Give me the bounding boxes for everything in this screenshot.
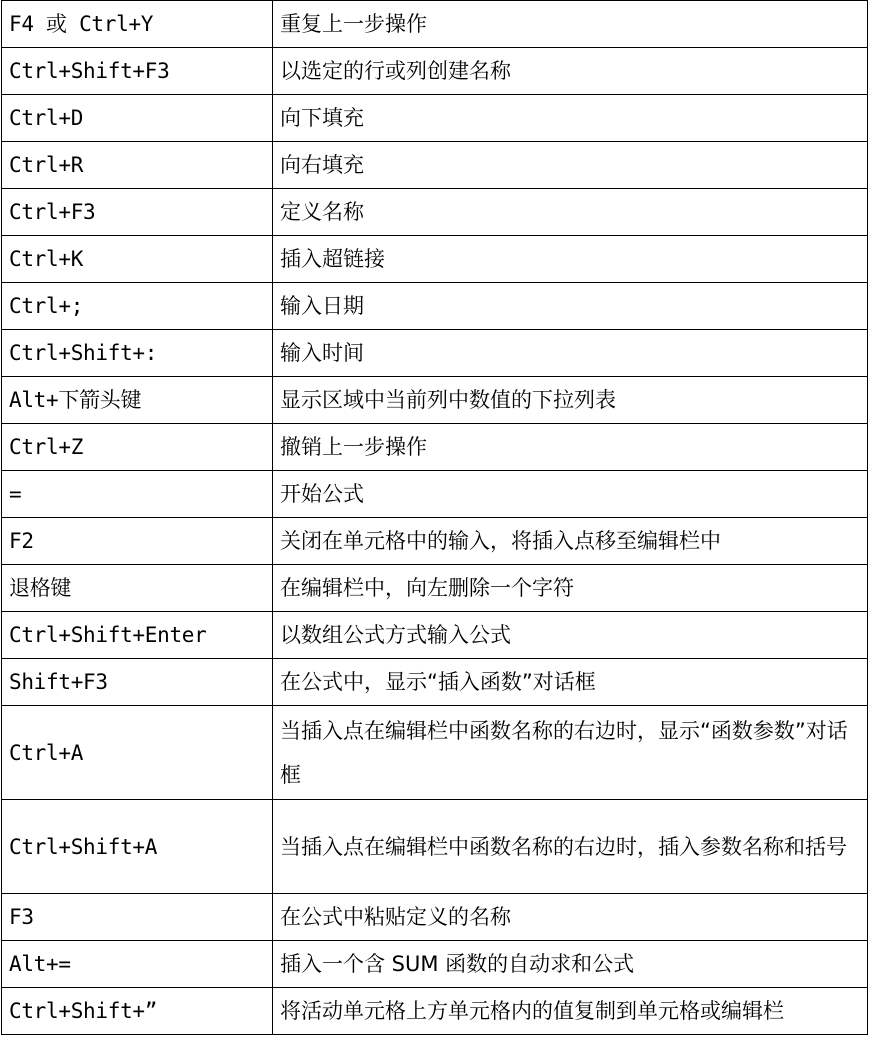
table-row <box>2 988 868 1035</box>
shortcut-key-cell: Ctrl+Shift+Enter <box>2 612 273 659</box>
shortcut-description-cell: 重复上一步操作 <box>273 1 868 48</box>
shortcut-key-cell: Ctrl+K <box>2 236 273 283</box>
table-row <box>2 283 868 330</box>
shortcut-table <box>1 0 868 1035</box>
table-row <box>2 659 868 706</box>
shortcut-key-cell: F3 <box>2 894 273 941</box>
shortcut-description-cell: 输入时间 <box>273 330 868 377</box>
shortcut-description-cell: 插入超链接 <box>273 236 868 283</box>
table-row <box>2 706 868 800</box>
shortcut-key-cell: Ctrl+F3 <box>2 189 273 236</box>
shortcut-description-cell: 以选定的行或列创建名称 <box>273 48 868 95</box>
table-row <box>2 612 868 659</box>
table-row <box>2 894 868 941</box>
shortcut-description-cell: 开始公式 <box>273 471 868 518</box>
shortcut-key-cell: Ctrl+; <box>2 283 273 330</box>
shortcut-description-cell: 在编辑栏中，向左删除一个字符 <box>273 565 868 612</box>
shortcut-description-cell: 在公式中，显示“插入函数”对话框 <box>273 659 868 706</box>
shortcut-description-cell: 撤销上一步操作 <box>273 424 868 471</box>
shortcut-key-cell: F4 或 Ctrl+Y <box>2 1 273 48</box>
shortcut-description-cell: 在公式中粘贴定义的名称 <box>273 894 868 941</box>
shortcut-key-cell: Alt+= <box>2 941 273 988</box>
table-row <box>2 800 868 894</box>
table-row <box>2 1 868 48</box>
table-row <box>2 189 868 236</box>
shortcut-key-cell: 退格键 <box>2 565 273 612</box>
shortcut-description-cell: 向右填充 <box>273 142 868 189</box>
shortcut-description-cell: 向下填充 <box>273 95 868 142</box>
shortcut-key-cell: Ctrl+D <box>2 95 273 142</box>
table-row <box>2 471 868 518</box>
shortcut-key-cell: Ctrl+R <box>2 142 273 189</box>
table-row <box>2 236 868 283</box>
table-row <box>2 330 868 377</box>
shortcut-key-cell: Ctrl+A <box>2 706 273 800</box>
table-row <box>2 377 868 424</box>
table-row <box>2 941 868 988</box>
shortcut-key-cell: Ctrl+Z <box>2 424 273 471</box>
shortcut-key-cell: Ctrl+Shift+: <box>2 330 273 377</box>
shortcut-description-cell: 关闭在单元格中的输入，将插入点移至编辑栏中 <box>273 518 868 565</box>
shortcut-key-cell: Ctrl+Shift+A <box>2 800 273 894</box>
shortcut-key-cell: Shift+F3 <box>2 659 273 706</box>
shortcut-key-cell: Ctrl+Shift+” <box>2 988 273 1035</box>
table-row <box>2 48 868 95</box>
table-row <box>2 565 868 612</box>
shortcut-key-cell: Ctrl+Shift+F3 <box>2 48 273 95</box>
shortcut-description-cell: 当插入点在编辑栏中函数名称的右边时，插入参数名称和括号 <box>273 800 868 894</box>
table-row <box>2 95 868 142</box>
table-row <box>2 142 868 189</box>
shortcut-description-cell: 插入一个含 SUM 函数的自动求和公式 <box>273 941 868 988</box>
table-row <box>2 424 868 471</box>
shortcut-description-cell: 显示区域中当前列中数值的下拉列表 <box>273 377 868 424</box>
table-row <box>2 518 868 565</box>
shortcut-description-cell: 以数组公式方式输入公式 <box>273 612 868 659</box>
shortcut-key-cell: F2 <box>2 518 273 565</box>
shortcut-description-cell: 当插入点在编辑栏中函数名称的右边时，显示“函数参数”对话框 <box>273 706 868 800</box>
shortcut-key-cell: Alt+下箭头键 <box>2 377 273 424</box>
shortcut-description-cell: 将活动单元格上方单元格内的值复制到单元格或编辑栏 <box>273 988 868 1035</box>
shortcut-key-cell: = <box>2 471 273 518</box>
shortcut-description-cell: 输入日期 <box>273 283 868 330</box>
shortcut-description-cell: 定义名称 <box>273 189 868 236</box>
